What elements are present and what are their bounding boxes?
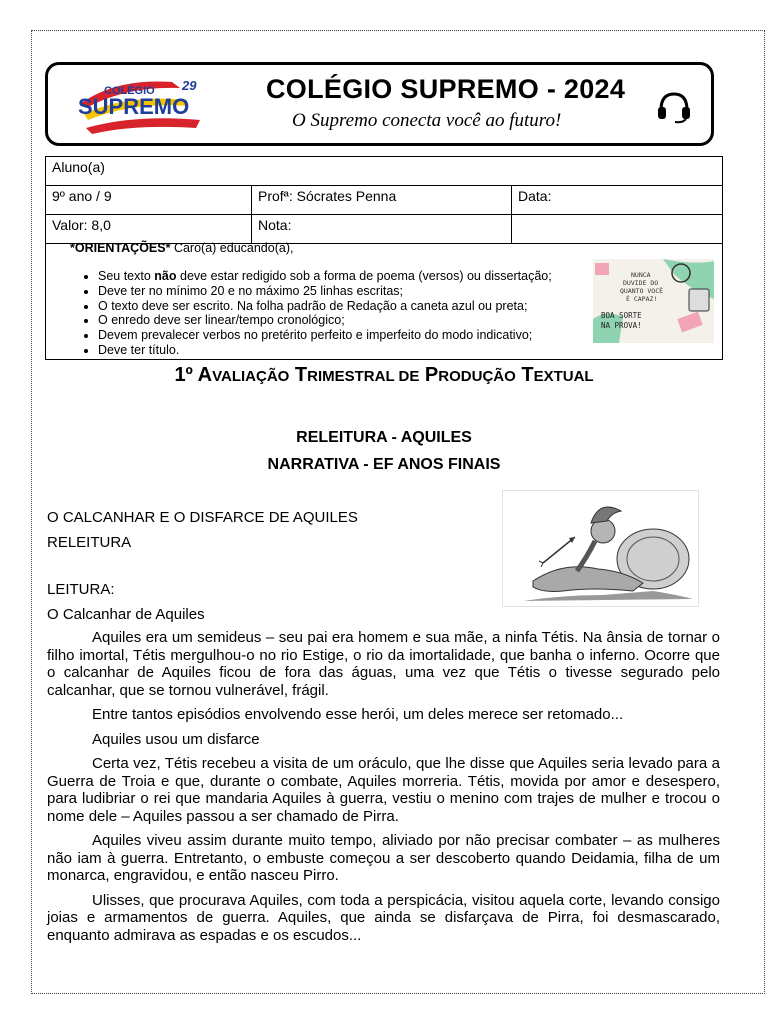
student-name-field: Aluno(a) xyxy=(46,157,723,186)
date-field: Data: xyxy=(512,186,723,215)
story-title: O Calcanhar de Aquiles xyxy=(47,606,205,623)
instruction-item: • Deve ter no mínimo 20 e no máximo 25 linhas escritas; xyxy=(98,284,552,299)
svg-text:BOA SORTE: BOA SORTE xyxy=(601,311,642,320)
achilles-illustration xyxy=(502,490,699,607)
grade-score-field: Nota: xyxy=(252,215,512,244)
svg-text:DUVIDE DO: DUVIDE DO xyxy=(623,279,659,287)
story-paragraph: Entre tantos episódios envolvendo esse herói, um deles merece ser retomado... xyxy=(92,706,624,723)
svg-text:É CAPAZ!: É CAPAZ! xyxy=(626,295,658,303)
instruction-item: • O texto deve ser escrito. Na folha padrão de Redação a caneta azul ou preta; xyxy=(98,299,552,314)
story-paragraph: Certa vez, Tétis recebeu a visita de um oráculo, que lhe disse que Aquiles seria levado para a Guerra de Troia e que, durante o combate, Aquiles morreria. Tétis, movida por amor e desespero, para ludibriar o rei que mandaria Aquiles à guerra, vestiu o menino com trajes de mulher e trocou o nome dele – Aquiles passou a ser chamado de Pirra. xyxy=(47,755,720,825)
svg-text:SUPREMO: SUPREMO xyxy=(78,94,190,119)
svg-text:29: 29 xyxy=(182,78,197,93)
school-slogan: O Supremo conecta você ao futuro! xyxy=(292,110,562,131)
grade-field: 9º ano / 9 xyxy=(46,186,252,215)
story-paragraph: Aquiles viveu assim durante muito tempo, aliviado por não precisar combater – as mulheres não iam à guerra. Entretanto, o embuste começou a ser descoberto quando Deidamia, filha de um monarca, engravidou, e então nasceu Pirro. xyxy=(47,832,720,884)
instruction-item: • Devem prevalecer verbos no pretérito perfeito e imperfeito do modo indicativo; xyxy=(98,328,552,343)
text-subheading: RELEITURA xyxy=(47,534,132,551)
headset-icon xyxy=(655,90,693,124)
reading-label: LEITURA: xyxy=(47,581,115,598)
svg-text:NUNCA: NUNCA xyxy=(631,271,651,279)
instruction-item: • Seu texto não deve estar redigido sob a forma de poema (versos) ou dissertação; xyxy=(98,269,552,284)
exam-genre: NARRATIVA - EF ANOS FINAIS xyxy=(267,456,501,473)
instructions-box xyxy=(45,241,723,360)
text-heading: O CALCANHAR E O DISFARCE DE AQUILES xyxy=(47,509,358,526)
exam-title: 1º AVALIAÇÃO TRIMESTRAL DE PRODUÇÃO TEXTUAL xyxy=(174,364,594,386)
story-paragraph: Ulisses, que procurava Aquiles, com toda a perspicácia, visitou aquela corte, levando consigo joias e armamentos de guerra. Aquiles, que ainda se disfarçava de Pirra, foi desmascarado, enquanto admirava as espadas e os escudos... xyxy=(47,891,720,944)
instruction-item: • O enredo deve ser linear/tempo cronológico; xyxy=(98,313,552,328)
school-logo xyxy=(76,74,210,140)
svg-text:COLÉGIO: COLÉGIO xyxy=(104,85,155,97)
story-paragraph: Aquiles usou um disfarce xyxy=(92,730,260,748)
student-info-table xyxy=(45,156,723,244)
svg-text:NA PROVA!: NA PROVA! xyxy=(601,321,642,330)
instructions-heading: *ORIENTAÇÕES* Caro(a) educando(a), xyxy=(70,241,294,255)
good-luck-image xyxy=(593,259,714,343)
teacher-field: Profª: Sócrates Penna xyxy=(252,186,512,215)
svg-text:QUANTO VOCÊ: QUANTO VOCÊ xyxy=(620,287,664,295)
empty-cell xyxy=(512,215,723,244)
instruction-item: • Deve ter título. xyxy=(98,343,552,358)
story-paragraph: Aquiles era um semideus – seu pai era homem e sua mãe, a ninfa Tétis. Na ânsia de tornar o filho imortal, Tétis mergulhou-o no rio Estige, o rio da imortalidade, que banha o inferno. Ocorre que o calcanhar de Aquiles ficou de fora das águas, uma vez que Tétis o tivesse segurado pelo calcanhar, que se tornou vulnerável, frágil. xyxy=(47,629,720,699)
instructions-list xyxy=(74,269,552,358)
school-title: COLÉGIO SUPREMO - 2024 xyxy=(266,74,626,104)
exam-subtitle: RELEITURA - AQUILES xyxy=(296,429,472,446)
value-field: Valor: 8,0 xyxy=(46,215,252,244)
story-body xyxy=(47,629,720,944)
